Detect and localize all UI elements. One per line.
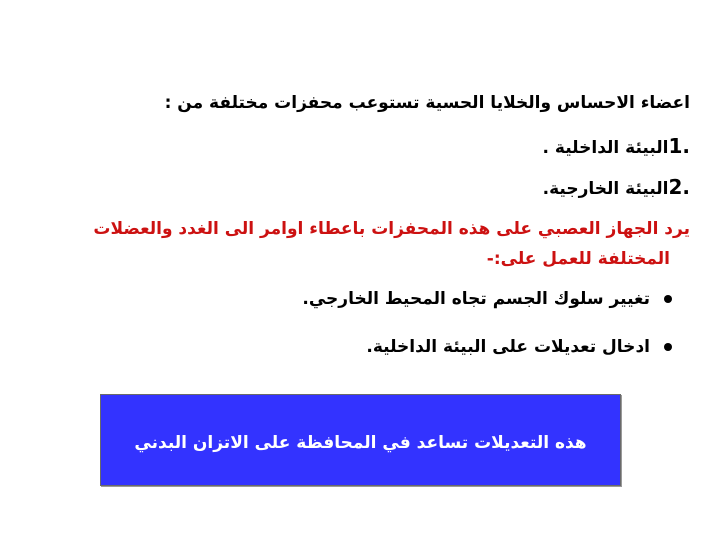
list-item-external-environment [543, 176, 690, 200]
bullet-icon [664, 295, 672, 303]
bullet-icon [664, 343, 672, 351]
bullet-text: تغيير سلوك الجسم تجاه المحيط الخارجي. [302, 289, 650, 309]
intro-line: اعضاء الاحساس والخلايا الحسية تستوعب محفزات مختلفة من : [164, 93, 690, 113]
item-number: 2. [668, 175, 690, 199]
list-item-internal-environment [543, 135, 690, 159]
highlight-box-text: هذه التعديلات تساعد في المحافظة على الاتزان البدني [134, 433, 587, 453]
item-text: البيئة الخارجية. [542, 179, 669, 199]
nervous-system-response-line-1: يرد الجهاز العصبي على هذه المحفزات باعطاء اوامر الى الغدد والعضلات [93, 219, 690, 239]
bullet-item-internal-adjustments [366, 336, 672, 358]
bullet-text: ادخال تعديلات على البيئة الداخلية. [366, 337, 650, 357]
nervous-system-response-line-2: المختلفة للعمل على:- [486, 249, 670, 269]
item-number: 1. [668, 134, 690, 158]
bullet-item-behavior [302, 288, 672, 310]
highlight-box [100, 394, 621, 486]
item-text: البيئة الداخلية . [542, 138, 669, 158]
